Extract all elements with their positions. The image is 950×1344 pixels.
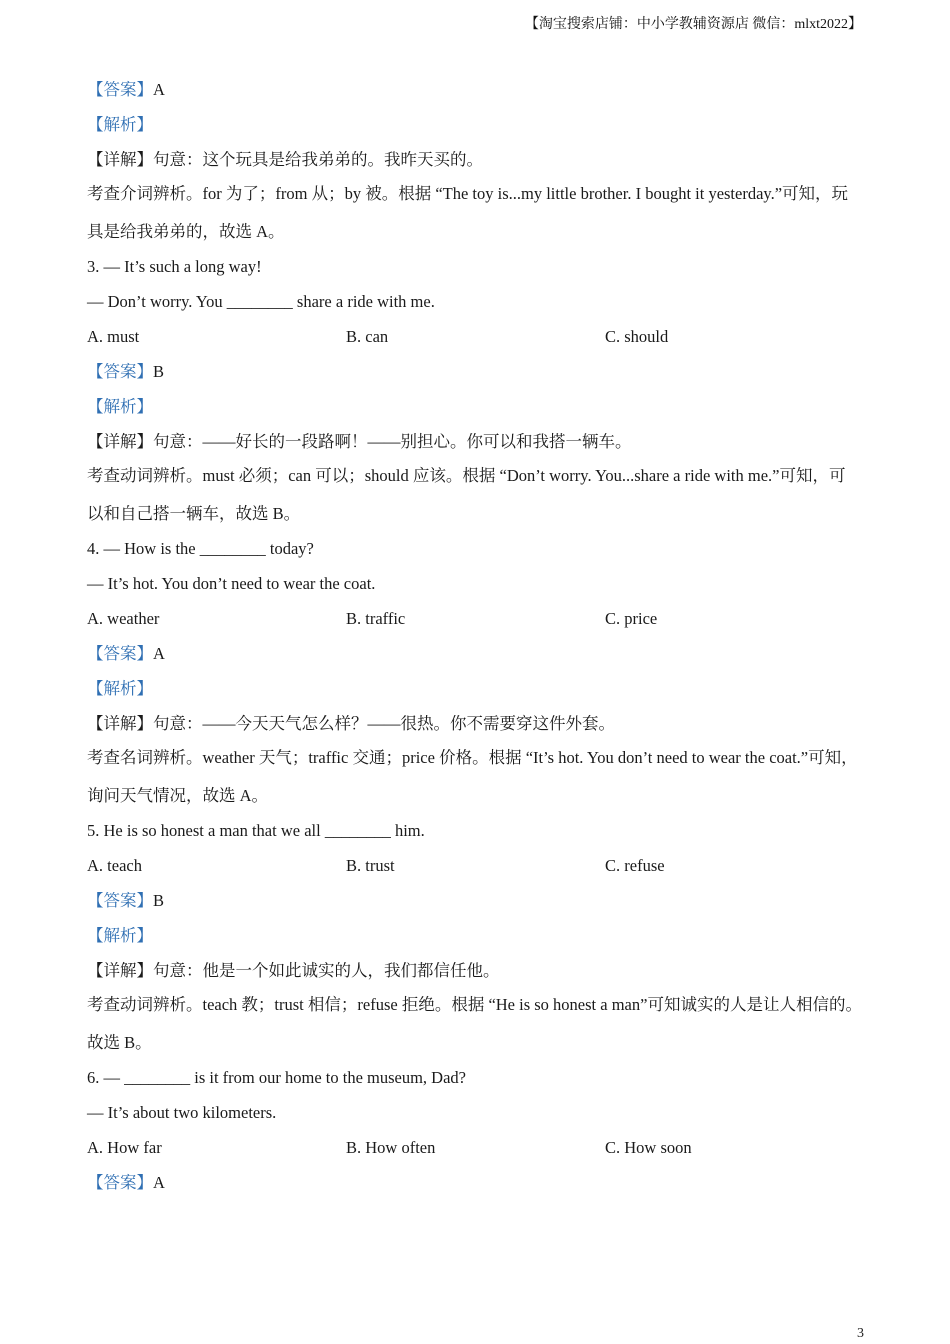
page-number: 3 — [857, 1326, 864, 1341]
question-stem: 5. He is so honest a man that we all ________ him. — [87, 821, 425, 840]
question-stem: — It’s about two kilometers. — [87, 1103, 277, 1122]
explanation-line: 故选 B。 — [87, 1033, 152, 1052]
option-a: A. weather — [87, 609, 160, 628]
question-stem: 6. — ________ is it from our home to the museum, Dad? — [87, 1068, 466, 1087]
option-b: B. traffic — [346, 609, 406, 628]
answer-tag: 【答案】 — [87, 80, 153, 99]
detail-line: 【详解】句意：他是一个如此诚实的人，我们都信任他。 — [87, 961, 500, 980]
options-row — [87, 609, 877, 629]
explanation-line: 以和自己搭一辆车，故选 B。 — [87, 504, 301, 523]
explanation-line: 考查名词辨析。weather 天气；traffic 交通；price 价格。根据 “It’s hot. You don’t need to wear the coat.”可知， — [87, 748, 858, 767]
answer-value: B — [153, 891, 165, 910]
option-b: B. can — [346, 327, 389, 346]
detail-line: 【详解】句意：——今天天气怎么样？——很热。你不需要穿这件外套。 — [87, 714, 615, 733]
document-body — [87, 77, 877, 1193]
options-row — [87, 856, 877, 876]
option-b: B. trust — [346, 856, 395, 875]
option-a: A. teach — [87, 856, 142, 875]
option-c: C. How soon — [605, 1138, 692, 1157]
option-c: C. refuse — [605, 856, 665, 875]
answer-line — [87, 80, 877, 100]
option-c: C. should — [605, 327, 669, 346]
detail-line: 【详解】句意：——好长的一段路啊！——别担心。你可以和我搭一辆车。 — [87, 432, 632, 451]
answer-value: B — [153, 362, 165, 381]
analysis-tag: 【解析】 — [87, 679, 153, 698]
answer-value: A — [153, 80, 165, 99]
analysis-tag: 【解析】 — [87, 926, 153, 945]
question-stem: 3. — It’s such a long way! — [87, 257, 262, 276]
analysis-tag: 【解析】 — [87, 397, 153, 416]
question-stem: — It’s hot. You don’t need to wear the coat. — [87, 574, 376, 593]
answer-value: A — [153, 644, 165, 663]
option-c: C. price — [605, 609, 658, 628]
answer-value: A — [153, 1173, 165, 1192]
question-stem: — Don’t worry. You ________ share a ride with me. — [87, 292, 435, 311]
explanation-line: 考查动词辨析。must 必须；can 可以；should 应该。根据 “Don’t worry. You...share a ride with me.”可知，可 — [87, 466, 846, 485]
page-header: 【淘宝搜索店铺：中小学教辅资源店 微信：mlxt2022】 — [524, 17, 862, 32]
explanation-line: 具是给我弟弟的，故选 A。 — [87, 222, 285, 241]
analysis-tag: 【解析】 — [87, 115, 153, 134]
options-row — [87, 327, 877, 347]
option-a: A. How far — [87, 1138, 162, 1157]
detail-line: 【详解】句意：这个玩具是给我弟弟的。我昨天买的。 — [87, 150, 483, 169]
option-a: A. must — [87, 327, 140, 346]
explanation-line: 考查动词辨析。teach 教；trust 相信；refuse 拒绝。根据 “He is so honest a man”可知诚实的人是让人相信的。 — [87, 995, 862, 1014]
explanation-line: 询问天气情况，故选 A。 — [87, 786, 269, 805]
answer-line — [87, 644, 877, 664]
question-stem: 4. — How is the ________ today? — [87, 539, 314, 558]
answer-tag: 【答案】 — [87, 644, 153, 663]
options-row — [87, 1138, 877, 1158]
answer-line — [87, 1173, 877, 1193]
answer-line — [87, 362, 877, 382]
explanation-line: 考查介词辨析。for 为了；from 从；by 被。根据 “The toy is...my little brother. I bought it yesterday.”可知，玩 — [87, 184, 849, 203]
option-b: B. How often — [346, 1138, 436, 1157]
answer-tag: 【答案】 — [87, 1173, 153, 1192]
answer-tag: 【答案】 — [87, 891, 153, 910]
answer-line — [87, 891, 877, 911]
answer-tag: 【答案】 — [87, 362, 153, 381]
